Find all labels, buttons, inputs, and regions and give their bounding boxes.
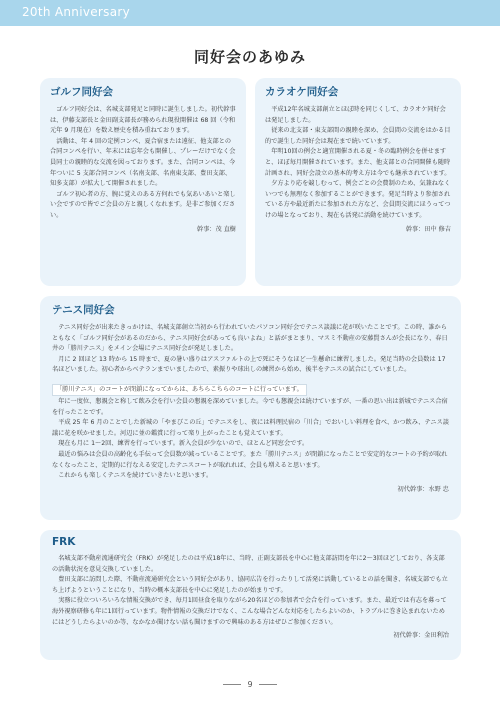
golf-signature: 幹事：茂 直樹 — [196, 225, 236, 233]
golf-paragraph: ゴルフ同好会は、名城支部発足と同時に誕生しました。初代幹事は、伊藤支部長と金田副支部長が務められ現役開催は 68 回（令和元年 9 月現在）を数え歴史を積み重ねております。 — [50, 106, 236, 135]
tennis-paragraph: 年に一度位、懇親会と称して飲み会を行い会員の懇親を深めていました。今でも懇親会は続けていますが、一番の思い出は新城でテニス合宿を行ったことです。 — [52, 397, 448, 416]
golf-paragraph: ゴルフ初心者の方、腕に覚えのある方何れでも気あいあいと楽しい会ですので皆でご会員の方と親しくなれます。是非ご参加ください。 — [50, 190, 236, 219]
tennis-club-section — [40, 296, 461, 520]
frk-paragraph: 名城支部不動産流通研究会（FRK）が発足したのは平成18年に、当時、正副支部長を中心に他支部訪問を年に2〜3回ほどしており、各支部の活動状況を意見交換していました。 — [52, 555, 445, 573]
tennis-signature: 初代幹事：水野 忠 — [397, 485, 449, 493]
tennis-paragraph: テニス同好会が出来たきっかけは、名城支部創立当初から行われていたパソコン同好会でテニス談議に花が咲いたことです。この時、誰からともなく「ゴルフ同好会があるのだから、テニス同好会があっても良いよね」と話がまとまり、マスミ不動産の安藤賢さんが会長になり、春日井の「勝川テニス」をメイン会場にテニス同好会が発足しました。 — [52, 324, 448, 353]
golf-club-heading: ゴルフ同好会 — [50, 86, 113, 98]
tennis-paragraph: これからも楽しくテニスを続けていきたいと思います。 — [58, 472, 213, 480]
anniversary-banner — [0, 0, 500, 26]
anniversary-label: 20th Anniversary — [22, 5, 131, 19]
tennis-club-heading: テニス同好会 — [52, 304, 115, 316]
tennis-paragraph: 最近の悩みは会員の高齢化も手伝って会員数が減っていることです。また「勝川テニス」が閉鎖になったことで安定的なコートの予約が取れなくなったこと、定期的に行なえる安定したテニスコートが取れれば、会員も増えると思います。 — [52, 450, 448, 469]
karaoke-club-section — [255, 78, 461, 286]
tennis-paragraph: 現在も月に 1〜2回、練習を行っています。新入会員が少ないので、ほとんど同窓会です。 — [58, 440, 309, 448]
page-title: 同好会のあゆみ — [193, 48, 306, 66]
tennis-paragraph: 平成 25 年 6 月のことでした新城の「やまびこの丘」でテニスをし、夜には料理民宿の「川合」でおいしい料理を食べ、かつ飲み、テニス談議に花を咲かせました。河辺に並の鑑賞に行って楽り上がったことも覚えています。 — [52, 419, 449, 437]
karaoke-paragraph: 年明10回の例会と適宜開催される夏・冬の臨時例会を併せますと、ほぼ毎月開催されています。また、他支部との合同開催も随時計画され、同好会設立の基本的考え方は今でも継承されています。 — [265, 148, 451, 177]
golf-club-section — [40, 78, 246, 286]
page-number-value: 9 — [247, 680, 253, 689]
page-number-right-rule — [259, 684, 277, 685]
karaoke-signature: 幹事：田中 修吉 — [405, 225, 451, 233]
tennis-paragraph: 月に 2 回ほど 13 時から 15 時まで、夏の暑い盛りはアスファルトの上で死にそうなほど一生懸命に練習しました。発足当時の会員数は 17 名ほどいました。初心者からベテランまでいましたので、素振りや球出しの練習から始め、後半をテニスの試合にしていました。 — [52, 355, 446, 374]
frk-signature: 初代幹事：金田利冶 — [393, 632, 449, 640]
frk-paragraph: 実務に役立ついろいろな情報交換ができ、毎月1回昼食を取りながら20名ほどの参加者で会合を行っています。また、最近では有志を募って海外視察研修も年に1回行っています。物件情報の交換だけでなく、こんな場合どんな対応をしたらよいのか、トラブルに巻き込まれないためにはどうしたらよいのか等、なかなか聞けない話も聞けますので興味のある方はぜひご参加ください。 — [52, 597, 447, 626]
karaoke-paragraph: 夕方より応を競しむって、例会ごとの会費制のため、気兼ねなくいつでも無理なく参加することができます。発足当時より参加されている方や最近新たに参加された方など、会員間交流にほうってつけの場となっており、現在も活発に活動を続けています。 — [265, 180, 451, 219]
page-number — [0, 680, 500, 689]
page-number-left-rule — [223, 684, 241, 685]
karaoke-paragraph: 平成12年名城支部創立とほぼ時を同じくして、カラオケ同好会は発足しました。 — [265, 106, 446, 124]
tennis-inset-note: 「勝川テニス」のコートが閉鎖になってからは、あちらこちらのコートに行っています。 — [52, 384, 307, 396]
frk-paragraph: 豊田支部に訪問した際、不動産流通研究会という同好会があり、協同広告を行ったりして活発に活動しているとの話を聞き、名城支部でも立ち上げようということになり、当時の概本支部長を中心に発足したのが始まりです。 — [52, 576, 448, 594]
frk-heading: FRK — [52, 536, 76, 548]
karaoke-paragraph: 従来の北支部・東支部間の親睦を深め、会員間の交流をはかる目的で誕生した同好会は現在まで続いています。 — [265, 127, 451, 145]
frk-section — [40, 530, 461, 660]
golf-paragraph: 活動は、年 4 回の定例コンペ、夏合宿または遠征、他支部との合同コンペを行い、年末には忘年会も開催し、プレーだけでなく会員同士の親睦的な交流を図っております。また、合同コンペは、今年ついに 5 支部合同コンペ（名南支部、名南東支部、豊田支部、知多支部）が拡大して開催されました。 — [50, 137, 236, 188]
karaoke-club-heading: カラオケ同好会 — [265, 86, 339, 98]
